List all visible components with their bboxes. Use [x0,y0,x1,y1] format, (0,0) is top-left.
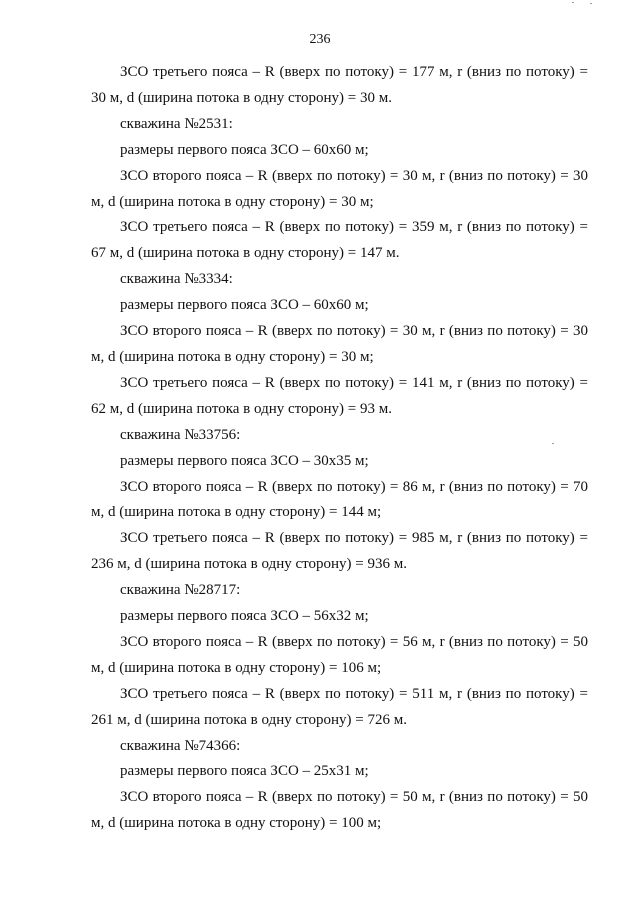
paragraph: ЗСО второго пояса – R (вверх по потоку) = 86 м, r (вниз по потоку) = 70 м, d (ширина потока в одну сторону) = 144 м; [91,478,588,521]
paragraph: размеры первого пояса ЗСО – 30х35 м; [120,452,369,469]
scan-speck [572,2,574,3]
scan-speck [590,3,592,4]
paragraph: размеры первого пояса ЗСО – 60х60 м; [120,141,369,158]
paragraph: размеры первого пояса ЗСО – 60х60 м; [120,297,369,314]
page-number: 236 [309,32,331,47]
paragraph: ЗСО второго пояса – R (вверх по потоку) = 30 м, r (вниз по потоку) = 30 м, d (ширина потока в одну сторону) = 30 м; [91,167,588,210]
scan-speck [552,443,554,444]
paragraph: ЗСО второго пояса – R (вверх по потоку) = 56 м, r (вниз по потоку) = 50 м, d (ширина потока в одну сторону) = 106 м; [91,633,588,676]
paragraph: ЗСО третьего пояса – R (вверх по потоку) = 985 м, r (вниз по потоку) = 236 м, d (ширина потока в одну сторону) = 936 м. [91,530,588,573]
paragraph: ЗСО третьего пояса – R (вверх по потоку) = 141 м, r (вниз по потоку) = 62 м, d (ширина потока в одну сторону) = 93 м. [91,374,588,417]
well-heading: скважина №33756: [120,426,241,443]
paragraph: размеры первого пояса ЗСО – 25х31 м; [120,763,369,780]
document-body [91,60,588,837]
paragraph: ЗСО второго пояса – R (вверх по потоку) = 30 м, r (вниз по потоку) = 30 м, d (ширина потока в одну сторону) = 30 м; [91,323,588,365]
paragraph: ЗСО третьего пояса – R (вверх по потоку) = 359 м, r (вниз по потоку) = 67 м, d (ширина потока в одну сторону) = 147 м. [91,219,588,262]
paragraph: ЗСО третьего пояса – R (вверх по потоку) = 177 м, r (вниз по потоку) = 30 м, d (ширина потока в одну сторону) = 30 м. [91,64,588,106]
well-heading: скважина №2531: [120,115,233,132]
paragraph: ЗСО второго пояса – R (вверх по потоку) = 50 м, r (вниз по потоку) = 50 м, d (ширина потока в одну сторону) = 100 м; [91,789,588,832]
well-heading: скважина №28717: [120,582,241,599]
paragraph: размеры первого пояса ЗСО – 56х32 м; [120,608,369,625]
well-heading: скважина №3334: [120,271,233,288]
well-heading: скважина №74366: [120,737,241,754]
paragraph: ЗСО третьего пояса – R (вверх по потоку) = 511 м, r (вниз по потоку) = 261 м, d (ширина потока в одну сторону) = 726 м. [91,685,588,728]
